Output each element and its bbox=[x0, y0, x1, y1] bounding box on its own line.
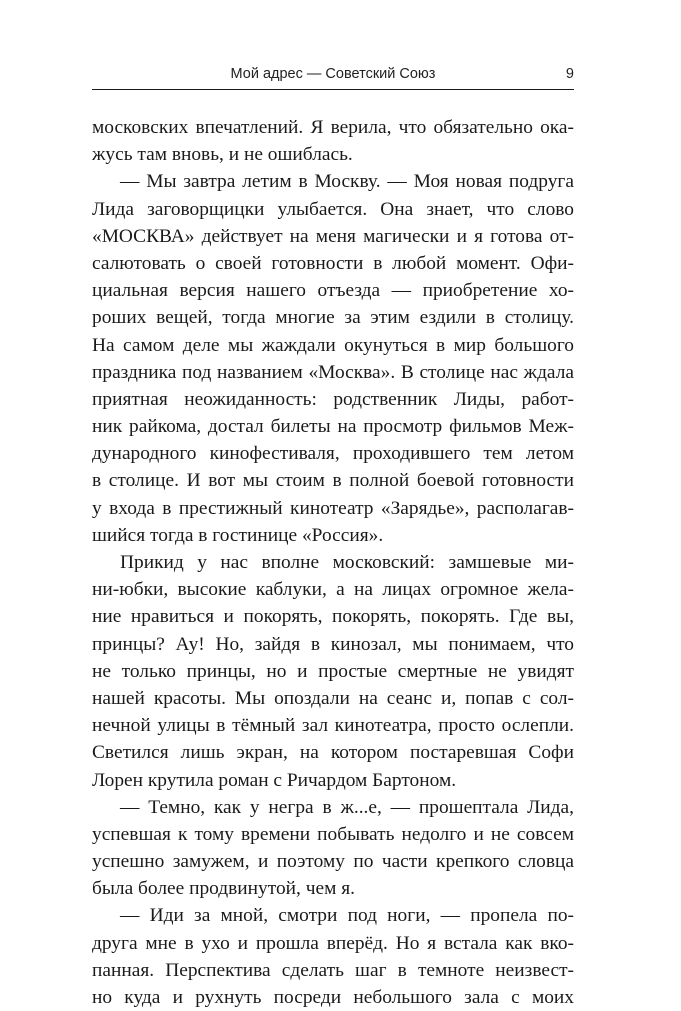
text-line: успевшая к тому времени побывать недолго и не совсем bbox=[92, 823, 574, 845]
header-rule bbox=[92, 89, 574, 90]
text-line: На самом деле мы жаждали окунуться в мир большого bbox=[92, 334, 574, 356]
running-title: Мой адрес — Советский Союз bbox=[230, 66, 436, 82]
paragraph bbox=[92, 168, 574, 549]
text-line: «МОСКВА» действует на меня магически и я готова от- bbox=[92, 225, 574, 247]
text-line: панная. Перспектива сделать шаг в темноте неизвест- bbox=[92, 959, 574, 981]
text-line: московских впечатлений. Я верила, что обязательно ока- bbox=[92, 117, 574, 138]
page-number: 9 bbox=[565, 66, 574, 82]
text-line: Лида заговорщицки улыбается. Она знает, что слово bbox=[92, 198, 574, 220]
paragraph bbox=[92, 549, 574, 794]
text-line: приятная неожиданность: родственник Лиды, работ- bbox=[92, 388, 574, 410]
text-line: жусь там вновь, и не ошиблась. bbox=[92, 144, 353, 166]
text-line: в столице. И вот мы стоим в полной боевой готовности bbox=[92, 470, 574, 492]
text-line: салютовать о своей готовности в любой момент. Офи- bbox=[92, 252, 574, 274]
text-line: успешно замужем, и поэтому по части крепкого словца bbox=[92, 851, 574, 873]
text-line: Лорен крутила роман с Ричардом Бартоном. bbox=[92, 769, 457, 791]
text-line: друга мне в ухо и прошла вперёд. Но я встала как вко- bbox=[92, 932, 574, 954]
text-line: Светился лишь экран, на котором постаревшая Софи bbox=[92, 742, 574, 764]
text-line: нашей красоты. Мы опоздали на сеанс и, попав с сол- bbox=[92, 687, 574, 709]
text-line: принцы? Ау! Но, зайдя в кинозал, мы понимаем, что bbox=[92, 633, 574, 655]
paragraph bbox=[92, 114, 574, 168]
body-text bbox=[92, 114, 574, 1011]
text-line: была более продвинутой, чем я. bbox=[92, 878, 355, 900]
text-line: ние нравиться и покорять, покорять, покорять. Где вы, bbox=[92, 606, 574, 628]
paragraph bbox=[92, 902, 574, 1011]
text-line: роших вещей, тогда многие за этим ездили в столицу. bbox=[92, 307, 574, 329]
text-line: циальная версия нашего отъезда — приобретение хо- bbox=[92, 280, 574, 302]
text-line: — Иди за мной, смотри под ноги, — пропела по- bbox=[120, 905, 574, 927]
text-line: Прикид у нас вполне московский: замшевые ми- bbox=[120, 552, 574, 573]
text-line: — Мы завтра летим в Москву. — Моя новая подруга bbox=[120, 171, 574, 193]
text-line: нечной улицы в тёмный зал кинотеатра, просто ослепли. bbox=[92, 715, 574, 737]
text-line: — Темно, как у негра в ж...е, — прошептала Лида, bbox=[120, 796, 574, 818]
text-line: но куда и рухнуть посреди небольшого зала с моих bbox=[92, 987, 574, 1008]
text-line: ник райкома, достал билеты на просмотр фильмов Меж- bbox=[92, 416, 574, 438]
text-line: не только принцы, но и простые смертные не увидят bbox=[92, 660, 574, 682]
text-line: шийся тогда в гостинице «Россия». bbox=[92, 524, 384, 546]
running-head bbox=[92, 66, 574, 88]
text-line: дународного кинофестиваля, проходившего тем летом bbox=[92, 443, 574, 465]
text-line: ни-юбки, высокие каблуки, а на лицах огромное жела- bbox=[92, 579, 574, 601]
text-line: праздника под названием «Москва». В столице нас ждала bbox=[92, 361, 574, 383]
text-line: у входа в престижный кинотеатр «Зарядье», располагав- bbox=[92, 497, 574, 519]
paragraph bbox=[92, 794, 574, 903]
